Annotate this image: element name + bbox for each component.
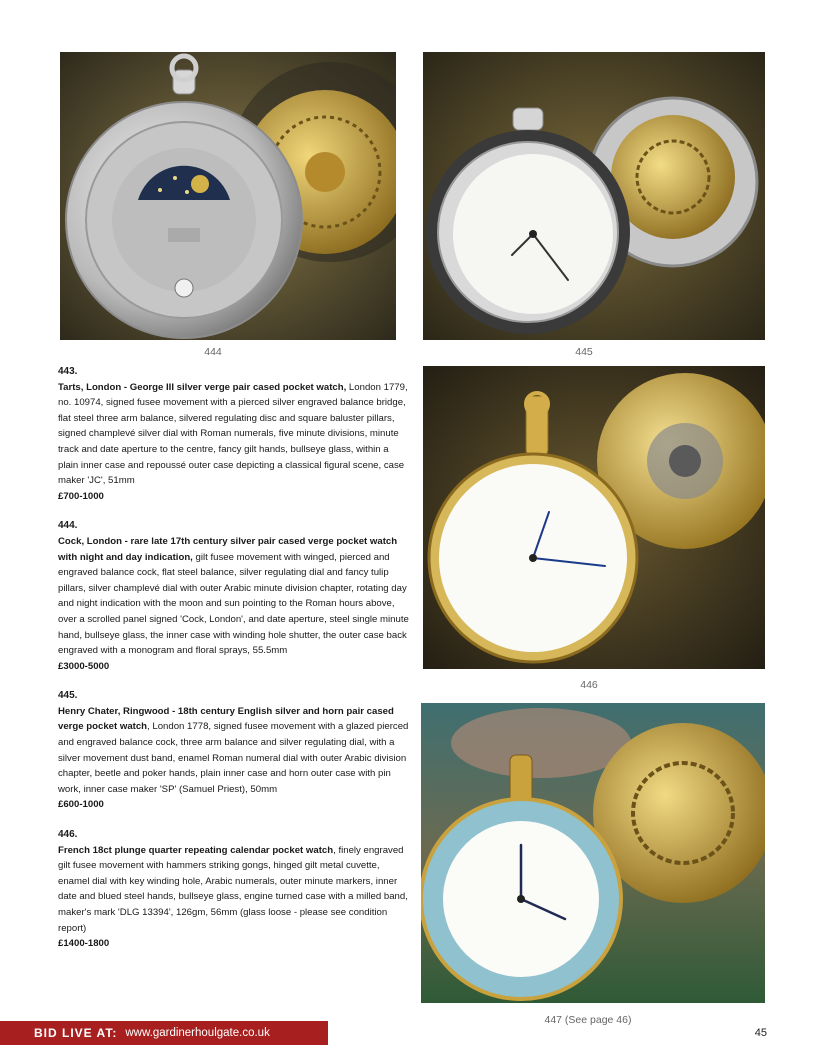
- photo-lot-446: [423, 366, 765, 669]
- lot-number: 445.: [58, 690, 78, 702]
- lot-443: [58, 364, 410, 504]
- lot-description: , finely engraved gilt fusee movement with hammers striking gongs, hinged gilt metal cuvette, enamel dial with key winding hole, Arabic numerals, outer minute markers, inner date and blued steel hands, bullseye glass, engine turned case with a milled band, maker's mark 'DLG 13394', 126gm, 56mm (glass loose - please see condition report): [58, 844, 408, 934]
- movement-plate: [611, 115, 735, 239]
- lot-446: [58, 827, 410, 952]
- lot-445: [58, 688, 410, 813]
- lot-estimate: £1400-1800: [58, 938, 110, 950]
- lot-number: 443.: [58, 366, 78, 377]
- footer-label: BID LIVE AT:: [34, 1026, 118, 1040]
- page-number: 45: [754, 1027, 767, 1039]
- website-link[interactable]: www.gardinerhoulgate.co.uk: [125, 1027, 270, 1039]
- watch-447-image: [421, 703, 765, 1003]
- photo-lot-445: [423, 52, 765, 340]
- caption-447: 447 (See page 46): [544, 1014, 632, 1026]
- lot-description: gilt fusee movement with winged, pierced and engraved balance cock, flat steel balance, silver regulating dial and fancy tulip pillars, silver champlevé dial with outer Arabic minute division chapter, rotating day and night indication with the moon and sun pointing to the Roman hours above, over a scrolled panel signed 'Cock, London', and date aperture, steel single minute hand, bullseye glass, the inner case with winding hole shutter, the outer case back engraved with a monogram and floral sprays, 55.5mm: [58, 551, 409, 657]
- lot-description: London 1779, no. 10974, signed fusee movement with a pierced silver engraved balance bridge, flat steel three arm balance, silvered regulating disc and square baluster pillars, signed champlevé silver dial with Roman numerals, five minute divisions, minute track and date aperture to the centre, fancy gilt hands, bullseye glass, within a plain inner case and repoussé outer case depicting a classical figural scene, case maker 'JC', 51mm: [58, 381, 408, 487]
- photo-lot-447: [421, 703, 765, 1003]
- watch-445-image: [423, 52, 765, 340]
- caption-445: 445: [575, 346, 593, 358]
- footer-bid-live-bar: [0, 1021, 328, 1045]
- lot-estimate: £600-1000: [58, 799, 104, 811]
- caption-444: 444: [204, 346, 222, 358]
- lot-number: 446.: [58, 829, 78, 841]
- lot-444: [58, 518, 410, 674]
- lot-title: French 18ct plunge quarter repeating calendar pocket watch: [58, 844, 334, 856]
- lot-descriptions: [58, 364, 410, 966]
- lot-estimate: £3000-5000: [58, 660, 110, 672]
- lot-title: Cock, London - rare late 17th century silver pair cased verge pocket watch with night and day indication,: [58, 535, 398, 563]
- lot-estimate: £700-1000: [58, 490, 104, 502]
- lot-title: Henry Chater, Ringwood - 18th century English silver and horn pair cased verge pocket watch: [58, 705, 394, 733]
- lot-number: 444.: [58, 520, 78, 532]
- watch-444-image: [60, 52, 396, 340]
- caption-446: 446: [580, 679, 598, 691]
- watch-446-image: [423, 366, 765, 669]
- lot-title: Tarts, London - George III silver verge pair cased pocket watch,: [58, 381, 347, 393]
- photo-lot-444: [60, 52, 396, 340]
- lot-description: , London 1778, signed fusee movement with a glazed pierced and engraved balance cock, three arm balance and silver regulating dial, with a silver movement dust band, enamel Roman numeral dial with outer Arabic division chapter, beetle and poker hands, plain inner case and horn outer case with pin work, inner case maker 'SP' (Samuel Priest), 50mm: [58, 721, 409, 795]
